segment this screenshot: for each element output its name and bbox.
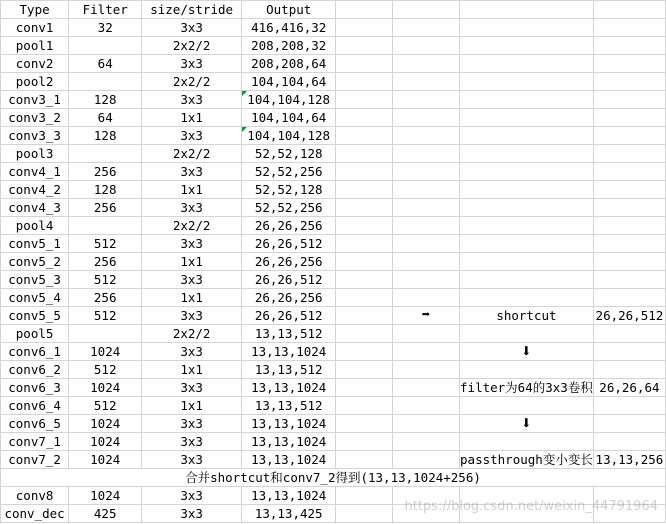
empty-cell <box>336 145 393 163</box>
empty-cell <box>460 1 594 19</box>
output-shape: 26,26,512 <box>242 235 336 253</box>
filter-count: 128 <box>69 127 142 145</box>
layer-type: conv3_3 <box>1 127 69 145</box>
empty-cell <box>336 127 393 145</box>
empty-cell <box>593 343 665 361</box>
side-label: passthrough变小变长 <box>460 452 593 467</box>
output-shape: 52,52,128 <box>242 181 336 199</box>
empty-cell <box>460 145 594 163</box>
empty-cell <box>460 397 594 415</box>
empty-cell <box>593 91 665 109</box>
filter-count: 1024 <box>69 487 142 505</box>
empty-cell <box>593 487 665 505</box>
layer-type: conv3_2 <box>1 109 69 127</box>
layer-type: conv_dec <box>1 505 69 523</box>
output-shape: 208,208,64 <box>242 55 336 73</box>
table-row <box>1 55 666 73</box>
output-shape: 13,13,1024 <box>242 451 336 469</box>
output-shape: 13,13,1024 <box>242 487 336 505</box>
empty-cell <box>392 1 459 19</box>
layer-type: pool5 <box>1 325 69 343</box>
empty-cell <box>593 433 665 451</box>
output-shape: 52,52,128 <box>242 145 336 163</box>
size-stride: 1x1 <box>142 109 242 127</box>
output-shape: 26,26,256 <box>242 217 336 235</box>
size-stride: 3x3 <box>142 163 242 181</box>
table-row <box>1 235 666 253</box>
size-stride: 2x2/2 <box>142 217 242 235</box>
size-stride: 3x3 <box>142 487 242 505</box>
table-row <box>1 415 666 433</box>
empty-cell <box>336 181 393 199</box>
layer-type: conv5_3 <box>1 271 69 289</box>
table-row <box>1 361 666 379</box>
output-shape: 104,104,64 <box>242 109 336 127</box>
output-shape: 26,26,256 <box>242 289 336 307</box>
empty-cell <box>336 217 393 235</box>
output-shape: 13,13,1024 <box>242 433 336 451</box>
empty-cell <box>392 343 459 361</box>
size-stride: 3x3 <box>142 235 242 253</box>
output-shape: 416,416,32 <box>242 19 336 37</box>
layer-type: conv8 <box>1 487 69 505</box>
filter-count <box>69 37 142 55</box>
layer-type: pool3 <box>1 145 69 163</box>
empty-cell <box>392 163 459 181</box>
filter-count: 64 <box>69 109 142 127</box>
size-stride: 3x3 <box>142 451 242 469</box>
empty-cell <box>336 91 393 109</box>
empty-cell <box>392 451 459 469</box>
output-shape: 26,26,512 <box>242 307 336 325</box>
side-label: filter为64的3x3卷积 <box>460 380 593 395</box>
output-shape: 13,13,1024 <box>242 415 336 433</box>
table-row <box>1 199 666 217</box>
empty-cell <box>392 415 459 433</box>
layer-type: conv4_2 <box>1 181 69 199</box>
filter-count: 1024 <box>69 433 142 451</box>
table-row <box>1 127 666 145</box>
empty-cell <box>593 163 665 181</box>
empty-cell <box>392 217 459 235</box>
layer-type: conv5_2 <box>1 253 69 271</box>
output-shape: 13,13,1024 <box>242 343 336 361</box>
empty-cell <box>593 109 665 127</box>
empty-cell <box>336 199 393 217</box>
size-stride: 3x3 <box>142 199 242 217</box>
table-row <box>1 253 666 271</box>
empty-cell <box>460 271 594 289</box>
empty-cell <box>336 397 393 415</box>
empty-cell <box>336 55 393 73</box>
output-shape: 52,52,256 <box>242 163 336 181</box>
side-output: 26,26,64 <box>593 379 665 397</box>
table-row <box>1 505 666 523</box>
empty-cell <box>460 253 594 271</box>
filter-count: 32 <box>69 19 142 37</box>
empty-cell <box>336 325 393 343</box>
empty-cell <box>392 271 459 289</box>
empty-cell <box>392 235 459 253</box>
filter-count: 256 <box>69 163 142 181</box>
output-shape: 104,104,128 <box>242 127 336 145</box>
layer-type: conv5_4 <box>1 289 69 307</box>
side-output: 26,26,512 <box>593 307 665 325</box>
empty-cell <box>593 127 665 145</box>
layer-type: pool2 <box>1 73 69 91</box>
empty-cell <box>336 487 393 505</box>
empty-cell <box>593 253 665 271</box>
empty-cell <box>336 379 393 397</box>
output-shape: 13,13,425 <box>242 505 336 523</box>
empty-cell <box>593 235 665 253</box>
size-stride: 1x1 <box>142 253 242 271</box>
filter-count: 1024 <box>69 415 142 433</box>
table-row <box>1 289 666 307</box>
table-row <box>1 451 666 469</box>
output-shape: 13,13,1024 <box>242 379 336 397</box>
empty-cell <box>392 253 459 271</box>
column-header: Output <box>242 1 336 19</box>
side-label: shortcut <box>460 307 594 325</box>
filter-count: 512 <box>69 271 142 289</box>
output-shape: 13,13,512 <box>242 325 336 343</box>
filter-count: 128 <box>69 91 142 109</box>
output-shape: 13,13,512 <box>242 361 336 379</box>
empty-cell <box>392 73 459 91</box>
layer-type: conv6_3 <box>1 379 69 397</box>
empty-cell <box>460 217 594 235</box>
arrow-icon: ➡ <box>392 307 459 325</box>
empty-cell <box>460 487 594 505</box>
output-shape: 104,104,64 <box>242 73 336 91</box>
empty-cell <box>593 361 665 379</box>
size-stride: 3x3 <box>142 343 242 361</box>
size-stride: 3x3 <box>142 505 242 523</box>
layer-type: conv4_3 <box>1 199 69 217</box>
arrow-icon: ⬇ <box>460 415 594 433</box>
filter-count: 1024 <box>69 451 142 469</box>
empty-cell <box>336 451 393 469</box>
size-stride: 3x3 <box>142 415 242 433</box>
table-row <box>1 217 666 235</box>
size-stride: 3x3 <box>142 55 242 73</box>
table-row <box>1 37 666 55</box>
empty-cell <box>460 55 594 73</box>
filter-count: 256 <box>69 199 142 217</box>
table-row <box>1 325 666 343</box>
layer-type: pool1 <box>1 37 69 55</box>
filter-count <box>69 325 142 343</box>
output-shape: 52,52,256 <box>242 199 336 217</box>
empty-cell <box>392 361 459 379</box>
filter-count: 512 <box>69 361 142 379</box>
empty-cell <box>336 253 393 271</box>
filter-count <box>69 73 142 91</box>
layer-type: conv3_1 <box>1 91 69 109</box>
table-row <box>1 397 666 415</box>
size-stride: 1x1 <box>142 181 242 199</box>
layer-type: conv5_1 <box>1 235 69 253</box>
filter-count: 512 <box>69 397 142 415</box>
layer-type: conv7_1 <box>1 433 69 451</box>
filter-count: 64 <box>69 55 142 73</box>
layer-type: conv5_5 <box>1 307 69 325</box>
size-stride: 3x3 <box>142 19 242 37</box>
output-shape: 26,26,512 <box>242 271 336 289</box>
size-stride: 3x3 <box>142 307 242 325</box>
layer-type: conv6_5 <box>1 415 69 433</box>
table-row <box>1 307 666 325</box>
empty-cell <box>392 55 459 73</box>
output-shape: 26,26,256 <box>242 253 336 271</box>
table-row <box>1 487 666 505</box>
filter-count <box>69 145 142 163</box>
filter-count: 256 <box>69 253 142 271</box>
empty-cell <box>593 37 665 55</box>
merge-row <box>1 469 666 487</box>
size-stride: 1x1 <box>142 361 242 379</box>
empty-cell <box>460 433 594 451</box>
empty-cell <box>336 1 393 19</box>
empty-cell <box>336 109 393 127</box>
empty-cell <box>593 289 665 307</box>
empty-cell <box>593 199 665 217</box>
empty-cell <box>460 127 594 145</box>
table-row <box>1 271 666 289</box>
empty-cell <box>460 163 594 181</box>
empty-cell <box>336 37 393 55</box>
size-stride: 1x1 <box>142 289 242 307</box>
empty-cell <box>336 271 393 289</box>
table-row <box>1 145 666 163</box>
empty-cell <box>593 73 665 91</box>
size-stride: 2x2/2 <box>142 73 242 91</box>
output-shape: 208,208,32 <box>242 37 336 55</box>
side-output: 13,13,256 <box>593 451 665 469</box>
size-stride: 3x3 <box>142 433 242 451</box>
arrow-icon: ⬇ <box>460 343 594 361</box>
empty-cell <box>336 415 393 433</box>
table-row <box>1 19 666 37</box>
layer-type: conv6_2 <box>1 361 69 379</box>
table-row <box>1 433 666 451</box>
empty-cell <box>460 235 594 253</box>
empty-cell <box>336 163 393 181</box>
table-row <box>1 73 666 91</box>
empty-cell <box>460 505 594 523</box>
table-row <box>1 181 666 199</box>
size-stride: 3x3 <box>142 379 242 397</box>
empty-cell <box>336 361 393 379</box>
table-row <box>1 343 666 361</box>
merge-note: 合并shortcut和conv7_2得到(13,13,1024+256) <box>1 469 666 487</box>
empty-cell <box>336 505 393 523</box>
filter-count: 128 <box>69 181 142 199</box>
output-shape: 104,104,128 <box>242 91 336 109</box>
empty-cell <box>593 145 665 163</box>
filter-count: 1024 <box>69 343 142 361</box>
filter-count: 1024 <box>69 379 142 397</box>
empty-cell <box>460 181 594 199</box>
empty-cell <box>336 307 393 325</box>
empty-cell <box>460 37 594 55</box>
size-stride: 1x1 <box>142 397 242 415</box>
size-stride: 3x3 <box>142 127 242 145</box>
empty-cell <box>392 109 459 127</box>
empty-cell <box>460 325 594 343</box>
layer-type: conv7_2 <box>1 451 69 469</box>
empty-cell <box>460 109 594 127</box>
empty-cell <box>392 181 459 199</box>
empty-cell <box>392 37 459 55</box>
layer-type: conv1 <box>1 19 69 37</box>
empty-cell <box>460 19 594 37</box>
empty-cell <box>593 55 665 73</box>
empty-cell <box>392 397 459 415</box>
empty-cell <box>593 505 665 523</box>
filter-count: 256 <box>69 289 142 307</box>
empty-cell <box>336 19 393 37</box>
empty-cell <box>593 415 665 433</box>
empty-cell <box>593 19 665 37</box>
table-row <box>1 109 666 127</box>
layer-type: pool4 <box>1 217 69 235</box>
table-row <box>1 379 666 397</box>
empty-cell <box>460 91 594 109</box>
empty-cell <box>336 433 393 451</box>
table-row <box>1 91 666 109</box>
empty-cell <box>593 1 665 19</box>
empty-cell <box>392 487 459 505</box>
empty-cell <box>392 91 459 109</box>
size-stride: 2x2/2 <box>142 325 242 343</box>
empty-cell <box>593 397 665 415</box>
empty-cell <box>336 73 393 91</box>
layer-type: conv6_1 <box>1 343 69 361</box>
watermark: https://blog.csdn.net/weixin_44791964 <box>404 499 658 514</box>
column-header: size/stride <box>142 1 242 19</box>
empty-cell <box>392 289 459 307</box>
column-header: Type <box>1 1 69 19</box>
empty-cell <box>392 379 459 397</box>
table-row <box>1 163 666 181</box>
filter-count <box>69 217 142 235</box>
size-stride: 3x3 <box>142 271 242 289</box>
empty-cell <box>593 271 665 289</box>
size-stride: 2x2/2 <box>142 145 242 163</box>
empty-cell <box>460 361 594 379</box>
filter-count: 512 <box>69 307 142 325</box>
output-shape: 13,13,512 <box>242 397 336 415</box>
column-header: Filter <box>69 1 142 19</box>
empty-cell <box>336 343 393 361</box>
empty-cell <box>392 433 459 451</box>
empty-cell <box>392 127 459 145</box>
size-stride: 2x2/2 <box>142 37 242 55</box>
empty-cell <box>392 505 459 523</box>
empty-cell <box>593 181 665 199</box>
empty-cell <box>460 199 594 217</box>
layer-type: conv2 <box>1 55 69 73</box>
empty-cell <box>593 325 665 343</box>
empty-cell <box>460 73 594 91</box>
layer-type: conv4_1 <box>1 163 69 181</box>
empty-cell <box>392 145 459 163</box>
empty-cell <box>460 289 594 307</box>
empty-cell <box>593 217 665 235</box>
layer-type: conv6_4 <box>1 397 69 415</box>
filter-count: 425 <box>69 505 142 523</box>
filter-count: 512 <box>69 235 142 253</box>
empty-cell <box>392 199 459 217</box>
empty-cell <box>392 19 459 37</box>
empty-cell <box>336 235 393 253</box>
size-stride: 3x3 <box>142 91 242 109</box>
empty-cell <box>392 325 459 343</box>
empty-cell <box>336 289 393 307</box>
